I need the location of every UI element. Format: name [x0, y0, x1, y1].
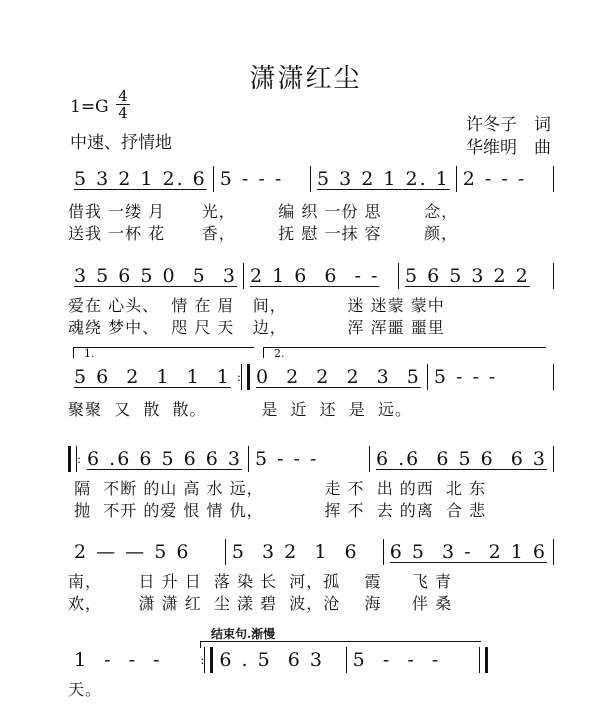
- composer-credit: 华维明 曲: [466, 138, 551, 158]
- lyric-verse-2: 送我 一杯 花 香， 抚 慰 一抹 容 颜，: [68, 224, 459, 243]
- measure: 5 6 5 3 2 2: [404, 265, 530, 287]
- time-signature-bottom: 4: [118, 104, 128, 122]
- lyric-verse-2: 魂绕 梦中、 咫 尺 天 边， 浑 浑噩 噩里: [68, 318, 445, 337]
- staff-row-6: [68, 647, 488, 673]
- measure: 2 1 6 6 - -: [249, 265, 380, 287]
- tempo-marking: 中速、抒情地: [70, 133, 172, 153]
- measure: 5 - - -: [433, 366, 498, 388]
- repeat-dots: :: [77, 452, 82, 466]
- lyric-verse-1: 聚聚 又 散 散。 是 近 还 是 远。: [68, 400, 412, 419]
- final-barline: [479, 647, 488, 673]
- barline: [553, 539, 554, 565]
- staff-row-4: [68, 446, 554, 472]
- barline: [553, 166, 554, 192]
- measure: 5 - - -: [352, 649, 441, 671]
- lyric-verse-1: 爱在 心头、 情 在 眉 间， 迷 迷蒙 蒙中: [68, 296, 445, 315]
- lyric-verse-2: 抛 不开 的爱 恨 情 仇， 挥 不 去 的离 合 悲: [68, 501, 487, 520]
- repeat-start-barline: [68, 446, 77, 472]
- measure: 6 . 5 6 3: [219, 649, 324, 671]
- measure: 5 - - -: [219, 168, 284, 190]
- lyric-verse-1: 隔 不断 的山 高 水 远， 走 不 出 的西 北 东: [68, 479, 487, 498]
- measure: 5 3 2 1 2. 6: [74, 168, 207, 190]
- barline: [553, 364, 554, 390]
- song-title: 潇潇红尘: [249, 64, 362, 94]
- staff-row-2: [68, 263, 554, 289]
- measure: 1 - - -: [74, 649, 162, 671]
- key-signature: 1=G: [70, 97, 109, 117]
- lyric-verse-1: 天。: [68, 680, 103, 699]
- measure: 5 3 2 1 2. 1: [317, 168, 450, 190]
- measure: 6 .6 6 5 6 6 3: [376, 448, 547, 470]
- volta-1: [73, 347, 254, 358]
- lyric-verse-1: 借我 一缕 月 光， 编 织 一份 思 念，: [68, 202, 459, 221]
- volta-2-label: 2.: [274, 347, 285, 360]
- staff-row-3: [68, 364, 554, 390]
- lyricist-credit: 许冬子 词: [466, 115, 551, 135]
- ending-phrase-label: 结束句.渐慢: [211, 627, 276, 641]
- lyric-verse-2: 欢， 潇 潇 红 尘 漾 碧 波，沧 海 伴 桑: [68, 594, 453, 613]
- measure: 6 .6 6 5 6 6 3: [87, 448, 242, 470]
- measure: 5 3 2 1 6: [231, 541, 359, 563]
- repeat-end-barline: [241, 364, 250, 390]
- measure: 6 5 3 - 2 1 6: [389, 541, 547, 563]
- measure: 5 - - -: [254, 448, 319, 470]
- repeat-end-barline: [204, 647, 213, 673]
- time-signature: [116, 88, 130, 121]
- measure: 2 - - -: [462, 168, 527, 190]
- measure: 0 2 2 2 3 5: [255, 366, 421, 388]
- measure: 2 — — 5 6: [74, 541, 191, 563]
- repeat-dots: :: [236, 370, 241, 384]
- volta-2: [263, 347, 546, 358]
- measure: 3 5 6 5 0 5 3: [74, 265, 237, 287]
- time-signature-top: 4: [116, 88, 130, 105]
- repeat-dots: :: [200, 653, 205, 667]
- volta-1-label: 1.: [84, 347, 95, 360]
- measure: 5 6 2 1 1 1: [74, 366, 231, 388]
- barline: [553, 446, 554, 472]
- lyric-verse-1: 南， 日 升 日 落 染 长 河，孤 霞 飞 青: [68, 572, 453, 591]
- barline: [553, 263, 554, 289]
- staff-row-5: [68, 539, 554, 565]
- staff-row-1: [68, 166, 554, 192]
